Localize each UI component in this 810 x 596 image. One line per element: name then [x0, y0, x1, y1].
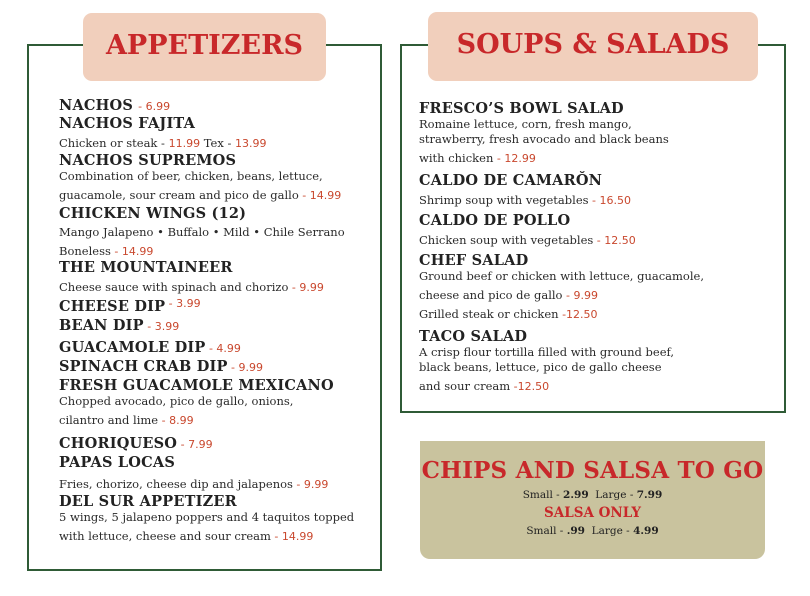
chips-salsa-panel: [420, 441, 765, 559]
salsa-small-label: Small -: [526, 525, 567, 537]
item-name: TACO SALAD: [419, 328, 528, 345]
item-price: - 16.50: [588, 194, 631, 207]
large-label: Large -: [588, 489, 637, 501]
item-description: with chicken: [419, 151, 494, 165]
item-description: Boneless: [59, 244, 111, 258]
menu-item: [59, 377, 379, 428]
salsa-large-price: 4.99: [633, 525, 659, 537]
item-description: Combination of beer, chicken, beans, lettuce,: [59, 169, 323, 183]
item-description: Shrimp soup with vegetables: [419, 193, 589, 207]
soups-header: [428, 12, 758, 81]
menu-item: [59, 259, 379, 295]
item-description: Chicken soup with vegetables: [419, 233, 594, 247]
item-name: CHICKEN WINGS (12): [59, 205, 247, 222]
menu-item: [59, 356, 379, 375]
menu-item: [59, 493, 379, 544]
salsa-small-price: .99: [566, 525, 585, 537]
item-price: - 7.99: [177, 438, 213, 451]
salsa-large-label: Large -: [584, 525, 634, 537]
menu-item: [59, 115, 379, 151]
item-description: A crisp flour tortilla filled with ground beef,: [419, 345, 674, 359]
item-name: PAPAS LOCAS: [59, 454, 176, 471]
soups-title: SOUPS & SALADS: [456, 29, 730, 60]
item-name: CHEF SALAD: [419, 252, 529, 269]
item-price: - 9.99: [227, 361, 264, 374]
item-description: with lettuce, cheese and sour cream: [59, 529, 271, 543]
item-name: CHEESE DIP: [59, 298, 166, 315]
chips-title: CHIPS AND SALSA TO GO: [421, 457, 764, 484]
large-price: 7.99: [636, 489, 663, 501]
appetizers-title: APPETIZERS: [105, 30, 304, 61]
item-description: Fries, chorizo, cheese dip and jalapenos: [59, 477, 293, 491]
menu-item: [419, 212, 774, 248]
menu-item: [419, 252, 774, 322]
item-description: 5 wings, 5 jalapeno poppers and 4 taquitos topped: [59, 510, 355, 524]
item-price: 11.99: [168, 137, 201, 150]
item-price: - 9.99: [292, 478, 329, 491]
item-description: Chopped avocado, pico de gallo, onions,: [59, 394, 294, 408]
item-description: Cheese sauce with spinach and chorizo: [59, 280, 289, 294]
item-price: - 12.99: [493, 152, 536, 165]
item-name: SPINACH CRAB DIP: [59, 358, 228, 375]
item-description: cheese and pico de gallo: [419, 288, 563, 302]
item-price: - 9.99: [288, 281, 324, 294]
item-description: black beans, lettuce, pico de gallo cheese: [419, 360, 662, 374]
item-name: CALDO DE CAMARŎN: [419, 172, 603, 189]
item-price: - 3.99: [165, 297, 201, 310]
item-price: - 14.99: [110, 245, 154, 258]
menu-item: [419, 172, 774, 208]
item-price: - 4.99: [205, 342, 241, 355]
item-description: cilantro and lime: [59, 413, 159, 427]
item-description: Grilled steak or chicken: [419, 307, 559, 321]
menu-item: [59, 205, 379, 259]
menu-item: [59, 433, 379, 452]
item-description: Chicken or steak -: [59, 136, 169, 150]
appetizers-list: [59, 95, 379, 544]
item-price: -12.50: [510, 380, 550, 393]
item-name: CALDO DE POLLO: [419, 212, 571, 229]
item-description: Mango Jalapeno • Buffalo • Mild • Chile Serrano: [59, 225, 345, 239]
salsa-prices: [420, 525, 765, 537]
item-description: strawberry, fresh avocado and black beans: [419, 132, 669, 146]
item-price: - 3.99: [143, 320, 180, 333]
menu-item: [419, 328, 774, 394]
item-name: CHORIQUESO: [59, 435, 178, 452]
item-price: - 8.99: [158, 414, 194, 427]
item-price: 13.99: [235, 137, 267, 150]
item-description: Romaine lettuce, corn, fresh mango,: [419, 117, 632, 131]
item-price: - 9.99: [562, 289, 598, 302]
small-price: 2.99: [563, 489, 589, 501]
item-description: and sour cream: [419, 379, 511, 393]
item-name: NACHOS FAJITA: [59, 115, 196, 132]
item-price: - 14.99: [298, 189, 342, 202]
menu-item: [59, 296, 379, 315]
item-price: - 6.99: [138, 100, 171, 113]
small-label: Small -: [522, 489, 564, 501]
item-name: FRESCO’S BOWL SALAD: [419, 100, 624, 117]
soups-list: [419, 100, 774, 394]
menu-item: [419, 100, 774, 166]
item-name: DEL SUR APPETIZER: [59, 493, 237, 510]
appetizers-header: [83, 13, 326, 81]
item-name: NACHOS SUPREMOS: [59, 152, 237, 169]
item-price: - 14.99: [270, 530, 314, 543]
item-price: -12.50: [558, 308, 598, 321]
item-name: THE MOUNTAINEER: [59, 259, 233, 276]
item-description: Tex -: [200, 136, 236, 150]
item-price: - 12.50: [593, 234, 636, 247]
menu-item: [59, 454, 379, 492]
salsa-title: SALSA ONLY: [543, 505, 641, 521]
item-name: GUACAMOLE DIP: [59, 339, 206, 356]
item-name: FRESH GUACAMOLE MEXICANO: [59, 377, 334, 394]
item-description: guacamole, sour cream and pico de gallo: [59, 188, 299, 202]
menu-item: [59, 95, 379, 114]
item-name: BEAN DIP: [59, 317, 144, 334]
item-name: NACHOS: [59, 97, 134, 114]
item-description: Ground beef or chicken with lettuce, guacamole,: [419, 269, 704, 283]
chips-prices: [420, 489, 765, 501]
menu-item: [59, 152, 379, 203]
menu-item: [59, 315, 379, 334]
menu-item: [59, 337, 379, 356]
